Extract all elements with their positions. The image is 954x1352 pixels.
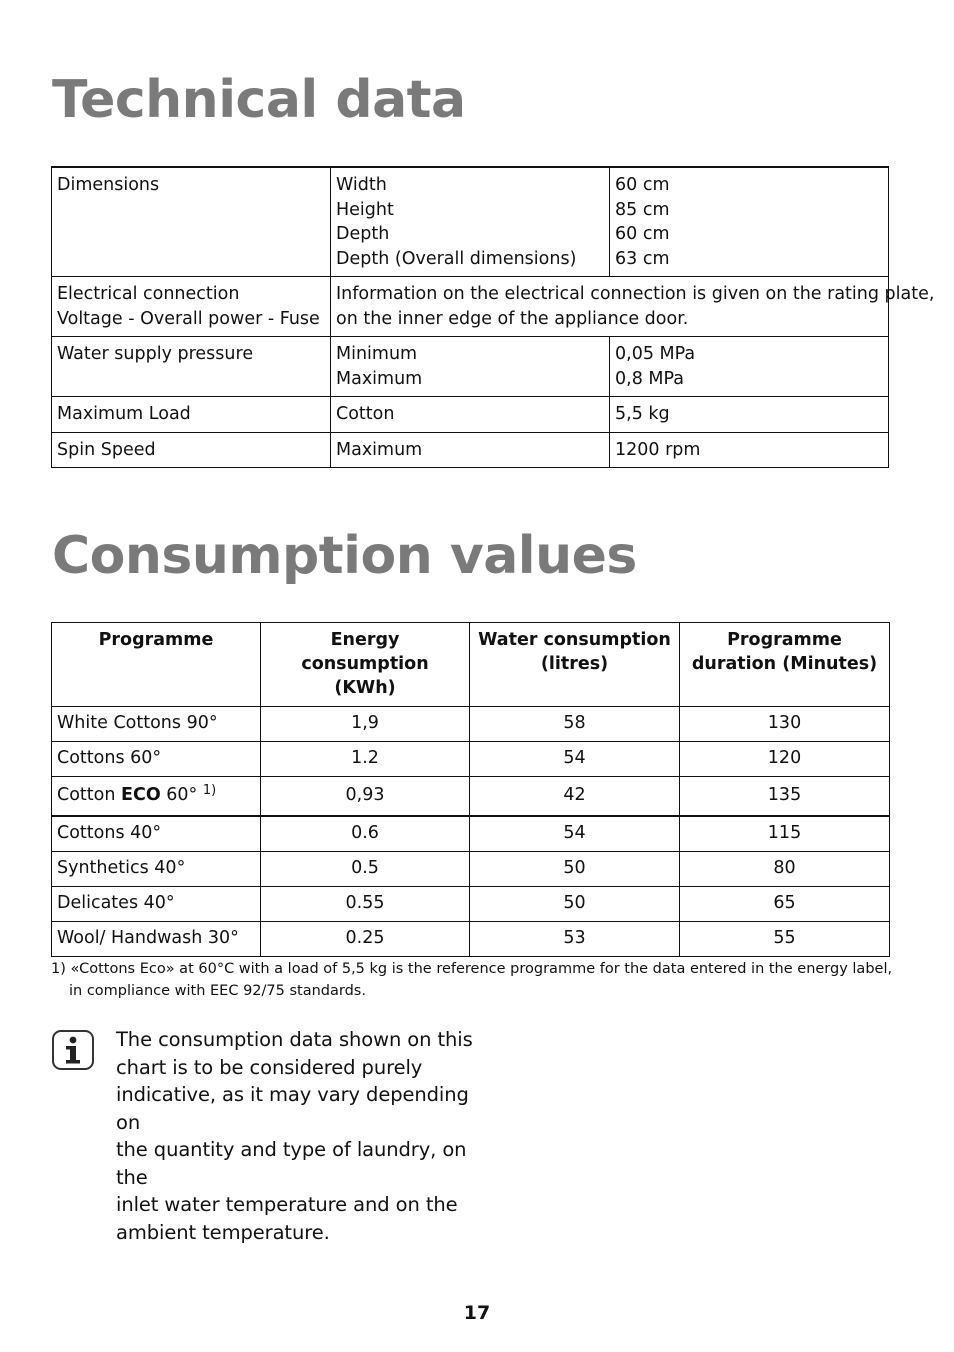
row-label bbox=[52, 337, 331, 397]
item-text: Maximum bbox=[336, 368, 423, 389]
label-text: Maximum Load bbox=[57, 404, 191, 424]
table-row bbox=[52, 397, 889, 433]
info-icon-glyph bbox=[54, 1032, 92, 1068]
duration-cell: 130 bbox=[680, 707, 890, 742]
item-text: Width bbox=[336, 175, 387, 195]
row-label bbox=[52, 277, 331, 337]
row-label bbox=[52, 432, 331, 468]
footnote-line: 1) «Cottons Eco» at 60°C with a load of 5,5 kg is the reference programme for the data entered in the energy label, bbox=[51, 961, 893, 977]
row-values bbox=[610, 397, 889, 433]
info-line: inlet water temperature and on the bbox=[116, 1193, 458, 1216]
water-cell: 58 bbox=[470, 707, 680, 742]
technical-data-table bbox=[51, 166, 935, 468]
programme-cell: Cottons 60° bbox=[52, 742, 261, 777]
header-text: Programme bbox=[727, 630, 842, 650]
duration-cell: 80 bbox=[680, 852, 890, 887]
water-cell: 42 bbox=[470, 777, 680, 817]
info-line: the quantity and type of laundry, on the bbox=[116, 1138, 467, 1189]
footnote-ref: 1) bbox=[202, 783, 217, 798]
header-programme bbox=[52, 623, 261, 707]
table-row bbox=[52, 337, 889, 397]
item-text: Height bbox=[336, 199, 394, 220]
value-text: 1200 rpm bbox=[615, 439, 701, 460]
header-duration bbox=[680, 623, 890, 707]
item-text: Depth (Overall dimensions) bbox=[336, 248, 577, 269]
consumption-table bbox=[51, 622, 890, 957]
label-text: Water supply pressure bbox=[57, 344, 254, 364]
table-row bbox=[52, 887, 890, 922]
duration-cell: 120 bbox=[680, 742, 890, 777]
table-row bbox=[52, 167, 889, 277]
row-values bbox=[610, 167, 889, 277]
row-items bbox=[331, 167, 610, 277]
programme-suffix: 60° bbox=[160, 785, 198, 805]
programme-cell: Cottons 40° bbox=[52, 816, 261, 852]
water-cell: 54 bbox=[470, 816, 680, 852]
item-text: Cotton bbox=[336, 404, 395, 424]
programme-cell: Synthetics 40° bbox=[52, 852, 261, 887]
info-line: ambient temperature. bbox=[116, 1220, 330, 1244]
header-text: duration (Minutes) bbox=[691, 654, 878, 674]
table-row bbox=[52, 277, 889, 337]
row-values bbox=[610, 337, 889, 397]
value-text: 63 cm bbox=[615, 248, 670, 269]
row-label bbox=[52, 397, 331, 433]
info-note-text bbox=[116, 1026, 476, 1246]
info-icon bbox=[52, 1030, 94, 1070]
footnote-line: in compliance with EEC 92/75 standards. bbox=[69, 983, 366, 999]
page-number: 17 bbox=[463, 1302, 491, 1324]
header-text: (litres) bbox=[540, 654, 609, 674]
row-values bbox=[610, 432, 889, 468]
energy-cell: 1.2 bbox=[261, 742, 470, 777]
table-row bbox=[52, 742, 890, 777]
header-text: Water consumption bbox=[478, 630, 671, 650]
header-energy bbox=[261, 623, 470, 707]
duration-cell: 115 bbox=[680, 816, 890, 852]
table-row bbox=[52, 432, 889, 468]
row-items bbox=[331, 397, 610, 433]
water-cell: 53 bbox=[470, 922, 680, 957]
table-row bbox=[52, 777, 890, 817]
value-text: 0,8 MPa bbox=[615, 368, 684, 389]
consumption-values-title: Consumption values bbox=[52, 526, 637, 586]
energy-cell: 0.25 bbox=[261, 922, 470, 957]
table-header-row bbox=[52, 623, 890, 707]
value-text: 60 cm bbox=[615, 224, 670, 244]
item-text: Maximum bbox=[336, 439, 423, 460]
row-items bbox=[331, 432, 610, 468]
label-text: Voltage - Overall power - Fuse bbox=[57, 308, 320, 329]
value-text: 85 cm bbox=[615, 199, 670, 220]
item-text: Depth bbox=[336, 224, 390, 244]
value-text: 0,05 MPa bbox=[615, 344, 696, 364]
info-text: Information on the electrical connection is given on the rating plate, bbox=[336, 284, 935, 304]
energy-cell: 0.6 bbox=[261, 816, 470, 852]
header-text: Energy bbox=[330, 630, 400, 650]
header-water bbox=[470, 623, 680, 707]
table-row bbox=[52, 922, 890, 957]
item-text: Minimum bbox=[336, 344, 418, 364]
energy-cell: 1,9 bbox=[261, 707, 470, 742]
row-items bbox=[331, 337, 610, 397]
programme-cell: Delicates 40° bbox=[52, 887, 261, 922]
value-text: 60 cm bbox=[615, 175, 670, 195]
water-cell: 54 bbox=[470, 742, 680, 777]
label-text: Electrical connection bbox=[57, 284, 240, 304]
water-cell: 50 bbox=[470, 852, 680, 887]
programme-cell bbox=[52, 777, 261, 817]
programme-prefix: Cotton bbox=[57, 785, 122, 805]
duration-cell: 135 bbox=[680, 777, 890, 817]
duration-cell: 55 bbox=[680, 922, 890, 957]
label-text: Spin Speed bbox=[57, 439, 156, 460]
table-row bbox=[52, 707, 890, 742]
header-text: (KWh) bbox=[334, 678, 396, 698]
info-line: The consumption data shown on this bbox=[116, 1028, 473, 1051]
eco-label: ECO bbox=[121, 785, 161, 805]
info-line: chart is to be considered purely bbox=[116, 1055, 423, 1079]
row-label bbox=[52, 167, 331, 277]
energy-cell: 0,93 bbox=[261, 777, 470, 817]
electrical-info bbox=[331, 277, 935, 337]
info-line: indicative, as it may vary depending on bbox=[116, 1083, 469, 1134]
energy-cell: 0.55 bbox=[261, 887, 470, 922]
footnote bbox=[51, 958, 896, 1002]
technical-data-title: Technical data bbox=[52, 70, 466, 130]
info-text: on the inner edge of the appliance door. bbox=[336, 308, 689, 329]
table-row bbox=[52, 852, 890, 887]
duration-cell: 65 bbox=[680, 887, 890, 922]
programme-cell: Wool/ Handwash 30° bbox=[52, 922, 261, 957]
label-text: Dimensions bbox=[57, 175, 160, 195]
table-row bbox=[52, 816, 890, 852]
header-text: Programme bbox=[98, 630, 214, 650]
water-cell: 50 bbox=[470, 887, 680, 922]
programme-cell: White Cottons 90° bbox=[52, 707, 261, 742]
header-text: consumption bbox=[301, 654, 429, 674]
energy-cell: 0.5 bbox=[261, 852, 470, 887]
value-text: 5,5 kg bbox=[615, 404, 670, 424]
